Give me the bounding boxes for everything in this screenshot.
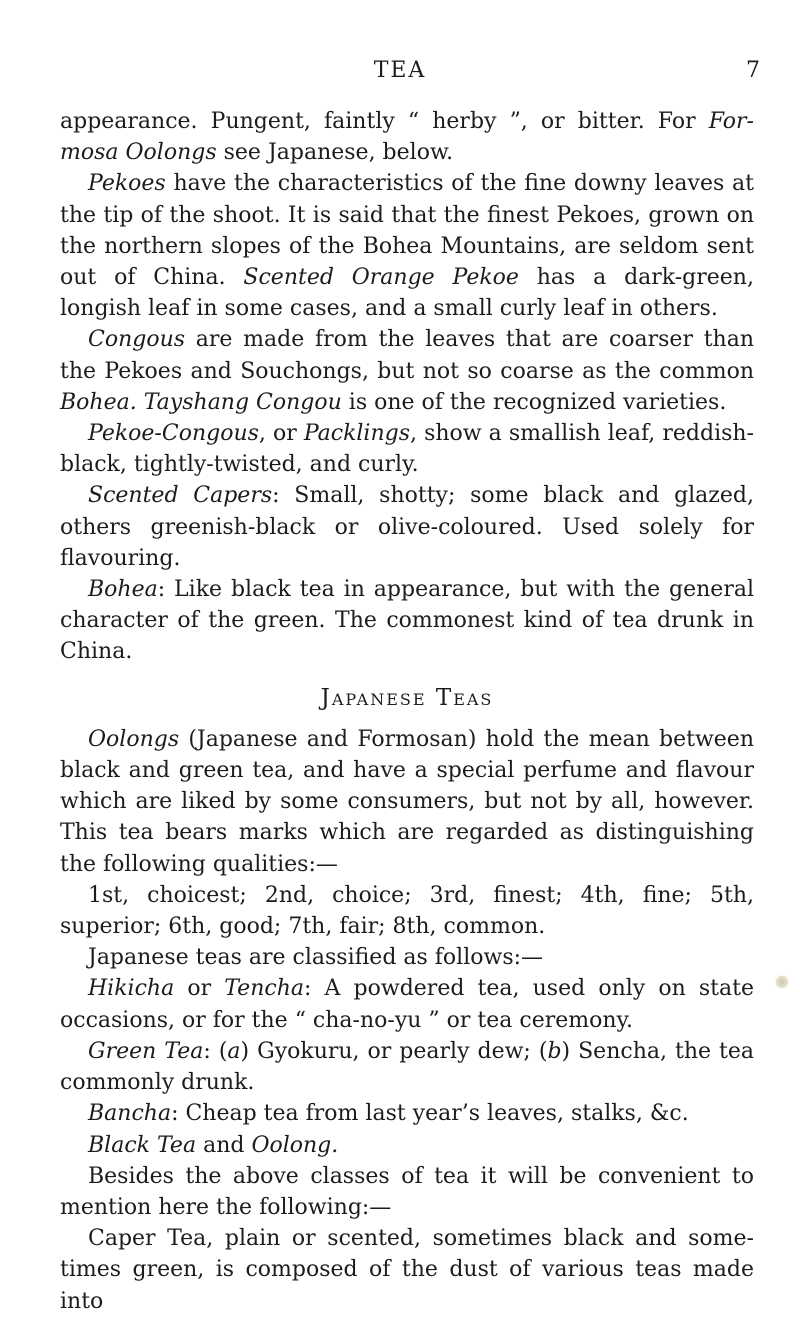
italic-term: Congous: [88, 327, 186, 353]
italic-term: Bohea: [88, 577, 158, 603]
italic-term: Tayshang Congou: [143, 389, 342, 415]
italic-term: Pekoes: [88, 171, 166, 197]
paragraph-besides: Besides the above classes of tea it will be convenient to mention here the following:—: [60, 1163, 754, 1220]
paragraph-pekoe-congous: Pekoe-Congous, or Packlings, show a smallish leaf, reddish-black, tightly-twisted, and curly.: [60, 421, 754, 478]
paragraph-oolong-continued: appearance. Pungent, faintly “ herby ”, or bitter. For For-mosa Oolongs see Japanese, below.: [60, 109, 754, 166]
italic-term: Scented Capers: [88, 483, 273, 509]
running-title: TEA: [373, 58, 427, 83]
italic-term: Pekoe-Congous: [88, 421, 259, 447]
paragraph-classification-intro: Japanese teas are classified as follows:—: [88, 945, 544, 971]
italic-term: Packlings: [303, 421, 411, 447]
body-text: [60, 106, 754, 1317]
paragraph-congous: Congous are made from the leaves that are coarser than the Pekoes and Souchongs, but not so coarse as the common Bohea. Tayshang Congou is one of the recognized varieties.: [60, 327, 754, 415]
italic-term: For-mosa Oolongs: [60, 109, 754, 166]
italic-term: Bancha: [88, 1101, 172, 1127]
italic-term: Tencha: [224, 976, 304, 1002]
italic-term: Scented Orange Pekoe: [243, 265, 519, 291]
italic-term: Oolong.: [251, 1132, 339, 1158]
paragraph-grades: 1st, choicest; 2nd, choice; 3rd, finest; 4th, fine; 5th, superior; 6th, good; 7th, fair; 8th, common.: [60, 882, 754, 940]
italic-term: a: [227, 1038, 241, 1064]
paragraph-black-tea: Black Tea and Oolong.: [88, 1132, 339, 1158]
italic-term: Bohea.: [60, 389, 137, 415]
paragraph-oolongs: Oolongs (Japanese and Formosan) hold the mean between black and green tea, and have a special perfume and flavour which are liked by some consumers, but not by all, however. This tea bears marks which are regarded as distinguishing the following qualities:—: [60, 726, 754, 877]
page-header: [0, 58, 800, 88]
italic-term: b: [547, 1038, 562, 1064]
paragraph-bancha: Bancha: Cheap tea from last year’s leaves, stalks, &c.: [88, 1101, 689, 1127]
paragraph-pekoes: Pekoes have the characteristics of the fine downy leaves at the tip of the shoot. It is said that the finest Pekoes, grown on the northern slopes of the Bohea Mountains, are seldom sent out of China. Scented Orange Pekoe has a dark-green, longish leaf in some cases, and a small curly leaf in others.: [60, 171, 754, 322]
italic-term: Hikicha: [88, 976, 175, 1002]
italic-term: Green Tea: [88, 1038, 204, 1064]
italic-term: Oolongs: [88, 726, 180, 752]
paragraph-green-tea: Green Tea: (a) Gyokuru, or pearly dew; (b) Sencha, the tea commonly drunk.: [60, 1038, 754, 1096]
section-heading: Japanese Teas: [320, 684, 494, 711]
paragraph-caper-tea: Caper Tea, plain or scented, sometimes black and some-times green, is composed of the dust of various teas made into: [60, 1226, 754, 1314]
paragraph-hikicha: Hikicha or Tencha: A powdered tea, used only on state occasions, or for the “ cha-no-yu ” or tea ceremony.: [60, 976, 754, 1033]
italic-term: Black Tea: [88, 1132, 197, 1158]
paper-speck: [775, 975, 789, 989]
paragraph-scented-capers: Scented Capers: Small, shotty; some black and glazed, others greenish-black or olive-coloured. Used solely for flavouring.: [60, 483, 754, 571]
page-number: 7: [746, 58, 762, 83]
paragraph-bohea: Bohea: Like black tea in appearance, but with the general character of the green. The commonest kind of tea drunk in China.: [60, 577, 754, 665]
